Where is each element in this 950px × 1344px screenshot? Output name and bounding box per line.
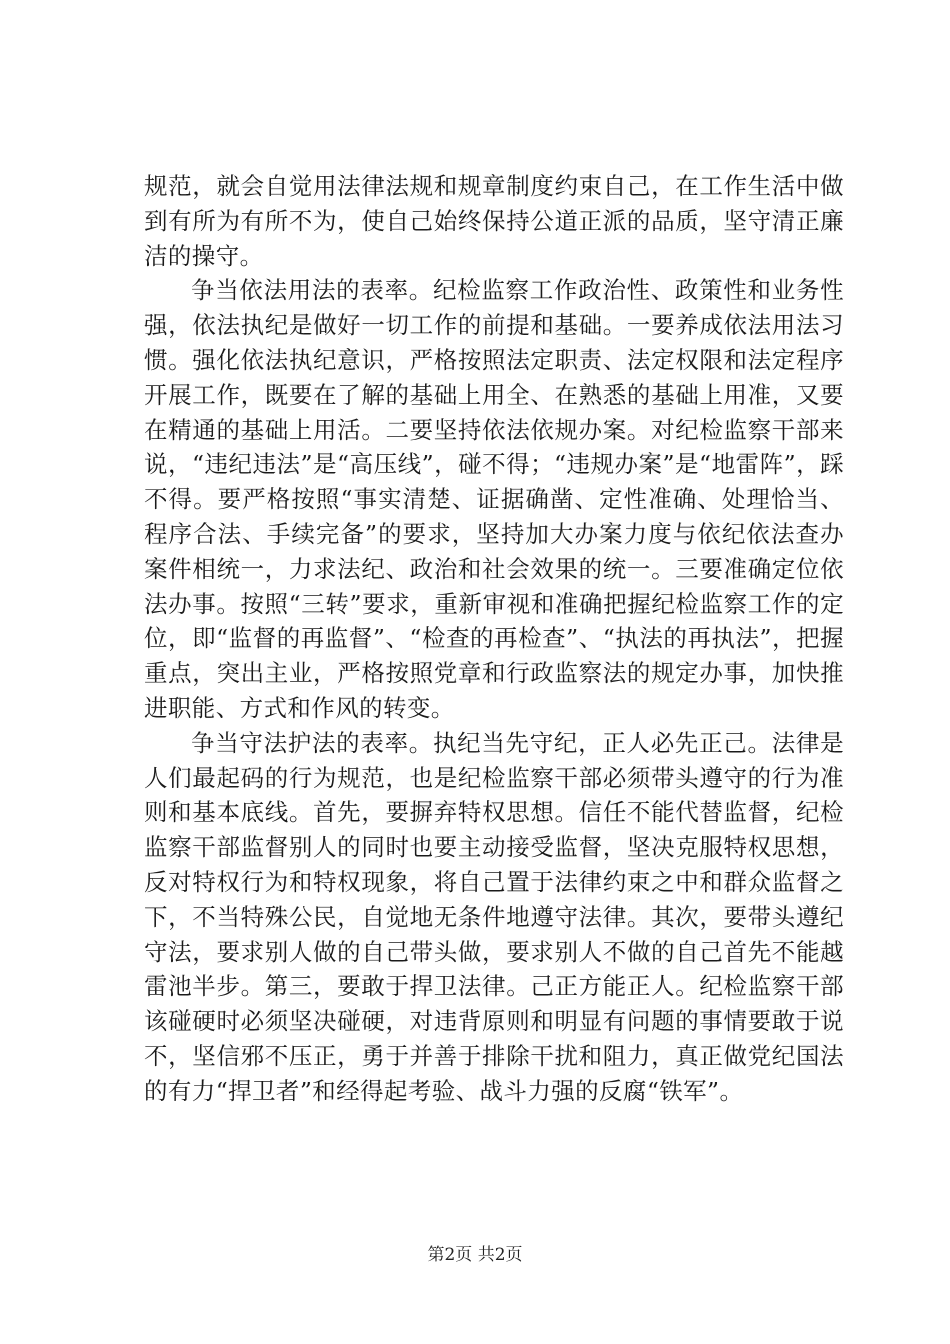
paragraph-continued: 规范，就会自觉用法律法规和规章制度约束自己，在工作生活中做到有所为有所不为，使自己始终保持公道正派的品质，坚守清正廉洁的操守。 <box>144 172 844 270</box>
document-body <box>144 169 844 1109</box>
paragraph-law-abiding: 争当守法护法的表率。执纪当先守纪，正人必先正己。法律是人们最起码的行为规范，也是纪检监察干部必须带头遵守的行为准则和基本底线。首先，要摒弃特权思想。信任不能代替监督，纪检监察干部监督别人的同时也要主动接受监督，坚决克服特权思想，反对特权行为和特权现象，将自己置于法律约束之中和群众监督之下，不当特殊公民，自觉地无条件地遵守法律。其次，要带头遵纪守法，要求别人做的自己带头做，要求别人不做的自己首先不能越雷池半步。第三，要敢于捍卫法律。己正方能正人。纪检监察干部该碰硬时必须坚决碰硬，对违背原则和明显有问题的事情要敢于说不，坚信邪不压正，勇于并善于排除干扰和阻力，真正做党纪国法的有力“捍卫者”和经得起考验、战斗力强的反腐“铁军”。 <box>144 728 844 1105</box>
page-footer: 第2页 共2页 <box>427 1245 523 1265</box>
paragraph-lawful-practice: 争当依法用法的表率。纪检监察工作政治性、政策性和业务性强，依法执纪是做好一切工作的前提和基础。一要养成依法用法习惯。强化依法执纪意识，严格按照法定职责、法定权限和法定程序开展工作，既要在了解的基础上用全、在熟悉的基础上用准，又要在精通的基础上用活。二要坚持依法依规办案。对纪检监察干部来说，“违纪违法”是“高压线”，碰不得；“违规办案”是“地雷阵”，踩不得。要严格按照“事实清楚、证据确凿、定性准确、处理恰当、程序合法、手续完备”的要求，坚持加大办案力度与依纪依法查办案件相统一，力求法纪、政治和社会效果的统一。三要准确定位依法办事。按照“三转”要求，重新审视和准确把握纪检监察工作的定位，即“监督的再监督”、“检查的再检查”、“执法的再执法”，把握重点，突出主业，严格按照党章和行政监察法的规定办事，加快推进职能、方式和作风的转变。 <box>144 276 844 722</box>
